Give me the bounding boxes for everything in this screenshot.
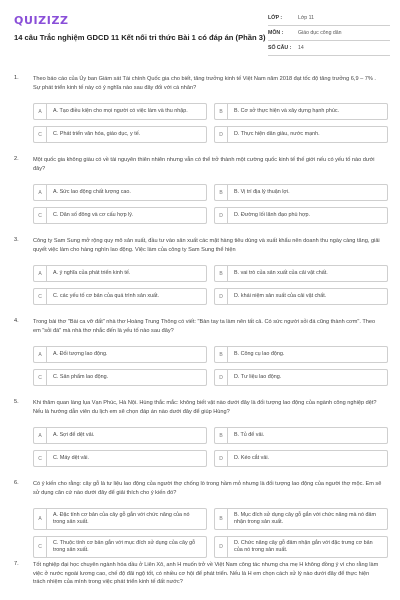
meta-label: LỚP : bbox=[268, 15, 283, 21]
option-text: D. Kéo cắt vải. bbox=[234, 454, 270, 461]
option-text: D. Chức năng cây gỗ đảm nhận gắn với đặc trưng cơ bản của nó trong sản xuất. bbox=[234, 539, 373, 553]
question-7 bbox=[14, 561, 388, 600]
option-letter: A bbox=[34, 185, 47, 200]
option-text: B. Mục đích sử dụng cây gỗ gắn với chức năng mà nó đảm nhận trong sản xuất. bbox=[234, 511, 376, 525]
answer-options bbox=[33, 184, 388, 224]
question-text: Có ý kiến cho rằng: cây gỗ là tư liệu lao động của người thợ chống lò trong hầm mỏ nhưng là đối tượng lao động của người thợ mộc. Em sẽ sử dụng căn cứ nào dưới đây để giải thích cho ý kiến đó? bbox=[33, 481, 382, 496]
answer-option-d[interactable] bbox=[214, 369, 388, 386]
option-letter: B bbox=[215, 509, 228, 529]
answer-option-a[interactable] bbox=[33, 508, 207, 530]
question-1 bbox=[14, 75, 388, 156]
option-letter: A bbox=[34, 104, 47, 119]
answer-option-a[interactable] bbox=[33, 427, 207, 444]
option-letter: B bbox=[215, 347, 228, 362]
option-text: C. Sản phẩm lao động. bbox=[53, 373, 109, 380]
meta-info bbox=[268, 11, 390, 56]
answer-option-c[interactable] bbox=[33, 536, 207, 558]
answer-option-d[interactable] bbox=[214, 207, 388, 224]
option-text: A. Đặc tính cơ bản của cây gỗ gắn với chức năng của nó trong sản xuất. bbox=[53, 511, 190, 525]
answer-option-d[interactable] bbox=[214, 536, 388, 558]
answer-options bbox=[33, 103, 388, 143]
option-text: D. Tư liệu lao động. bbox=[234, 373, 282, 380]
question-5 bbox=[14, 399, 388, 480]
option-text: C. Dân số đông và cơ cấu hợp lý. bbox=[53, 211, 134, 218]
question-number: 5. bbox=[14, 399, 19, 405]
question-3 bbox=[14, 237, 388, 318]
answer-option-b[interactable] bbox=[214, 103, 388, 120]
question-number: 7. bbox=[14, 561, 19, 567]
answer-option-c[interactable] bbox=[33, 126, 207, 143]
option-letter: B bbox=[215, 104, 228, 119]
answer-option-a[interactable] bbox=[33, 103, 207, 120]
option-text: B. vai trò của sản xuất của cải vật chất. bbox=[234, 269, 328, 276]
option-text: D. Đường lối lãnh đạo phù hợp. bbox=[234, 211, 311, 218]
answer-option-b[interactable] bbox=[214, 184, 388, 201]
quizizz-logo: QUIZIZZ bbox=[14, 14, 69, 27]
document-header bbox=[0, 0, 400, 62]
option-letter: A bbox=[34, 428, 47, 443]
answer-option-b[interactable] bbox=[214, 427, 388, 444]
option-letter: B bbox=[215, 266, 228, 281]
option-text: C. các yếu tố cơ bản của quá trình sản xuất. bbox=[53, 292, 160, 299]
question-number: 3. bbox=[14, 237, 19, 243]
question-4 bbox=[14, 318, 388, 399]
option-letter: A bbox=[34, 266, 47, 281]
question-text: Trong bài thơ "Bài ca vỡ đất" nhà thơ Hoàng Trung Thông có viết: "Bàn tay ta làm nên tất cả. Có sức người sỏi đá cũng thành cơm". Theo em "sỏi đá" mà nhà thơ nhắc đến là yếu tố nào sau đây? bbox=[33, 319, 376, 334]
option-letter: A bbox=[34, 347, 47, 362]
question-number: 1. bbox=[14, 75, 19, 81]
option-letter: C bbox=[34, 289, 47, 304]
answer-option-b[interactable] bbox=[214, 346, 388, 363]
option-letter: C bbox=[34, 127, 47, 142]
answer-option-a[interactable] bbox=[33, 184, 207, 201]
option-text: A. Sức lao động chất lượng cao. bbox=[53, 188, 131, 195]
answer-option-a[interactable] bbox=[33, 265, 207, 282]
meta-value: Giáo dục công dân bbox=[298, 30, 342, 36]
meta-row-class bbox=[268, 11, 390, 26]
answer-options bbox=[33, 427, 388, 467]
answer-option-d[interactable] bbox=[214, 450, 388, 467]
option-letter: D bbox=[215, 289, 228, 304]
meta-row-question-count bbox=[268, 41, 390, 56]
question-text: Theo báo cáo của Ủy ban Giám sát Tài chính Quốc gia cho biết, tăng trưởng kinh tế Việt Nam năm 2018 đạt tốc độ tăng trưởng 6,9 – 7% . Sự phát triển kinh tế này có ý nghĩa nào sau đây đối với cá nhân? bbox=[33, 76, 376, 91]
option-letter: C bbox=[34, 537, 47, 557]
answer-option-c[interactable] bbox=[33, 207, 207, 224]
meta-label: SỐ CÂU : bbox=[268, 45, 292, 51]
question-2 bbox=[14, 156, 388, 237]
answer-option-b[interactable] bbox=[214, 508, 388, 530]
answer-option-c[interactable] bbox=[33, 369, 207, 386]
question-text: Một quốc gia không giàu có về tài nguyên thiên nhiên nhưng vẫn có thể trở thành một cường quốc kinh tế thế giới nếu có yếu tố nào dưới đây? bbox=[33, 157, 375, 172]
answer-option-a[interactable] bbox=[33, 346, 207, 363]
option-text: C. Phát triển văn hóa, giáo dục, y tế. bbox=[53, 130, 141, 137]
option-letter: D bbox=[215, 127, 228, 142]
page-title: 14 câu Trắc nghiệm GDCD 11 Kết nối tri thức Bài 1 có đáp án (Phần 3) bbox=[14, 33, 266, 42]
meta-label: MÔN : bbox=[268, 30, 284, 36]
option-letter: C bbox=[34, 451, 47, 466]
option-text: A. ý nghĩa của phát triển kinh tế. bbox=[53, 269, 131, 276]
option-text: D. khái niệm sản xuất của cải vật chất. bbox=[234, 292, 327, 299]
option-text: D. Thực hiện dân giàu, nước mạnh. bbox=[234, 130, 320, 137]
option-letter: B bbox=[215, 428, 228, 443]
option-text: B. Vị trí địa lý thuận lợi. bbox=[234, 188, 290, 195]
answer-options bbox=[33, 265, 388, 305]
option-text: B. Công cụ lao động. bbox=[234, 350, 285, 357]
option-letter: A bbox=[34, 509, 47, 529]
answer-option-d[interactable] bbox=[214, 126, 388, 143]
meta-value: Lớp 11 bbox=[298, 15, 314, 21]
answer-option-b[interactable] bbox=[214, 265, 388, 282]
option-text: A. Sợi để dệt vải. bbox=[53, 431, 95, 438]
question-6 bbox=[14, 480, 388, 561]
meta-row-subject bbox=[268, 26, 390, 41]
question-text: Công ty Sam Sung mở rộng quy mô sản xuất, đầu tư vào sản xuất các mặt hàng tiêu dùng và xuất khẩu nên doanh thu ngày càng tăng, giải quyết việc làm cho hàng nghìn lao động. Việc làm của công ty Sam Sung thể hiện bbox=[33, 238, 380, 253]
option-letter: D bbox=[215, 370, 228, 385]
option-text: C. Thuộc tính cơ bản gắn với mục đích sử dụng của cây gỗ trong sản xuất. bbox=[53, 539, 196, 553]
question-text: Khi thăm quan làng lụa Vạn Phúc, Hà Nội. Hùng thắc mắc: không biết vật nào dưới đây là đối tượng lao động của ngành công nghiệp dệt? Nếu là hướng dẫn viên du lịch em sẽ chọn đáp án nào dưới đây để giúp Hùng? bbox=[33, 400, 377, 415]
answer-option-c[interactable] bbox=[33, 288, 207, 305]
question-list bbox=[14, 75, 388, 600]
option-text: B. Cơ sở thực hiện và xây dựng hạnh phúc. bbox=[234, 107, 340, 114]
option-text: A. Tạo điều kiện cho mọi người có việc làm và thu nhập. bbox=[53, 107, 188, 114]
option-text: A. Đối tượng lao động. bbox=[53, 350, 108, 357]
option-letter: D bbox=[215, 537, 228, 557]
option-letter: C bbox=[34, 370, 47, 385]
answer-option-d[interactable] bbox=[214, 288, 388, 305]
option-text: B. Tủ để vải. bbox=[234, 431, 265, 438]
option-letter: D bbox=[215, 451, 228, 466]
question-number: 4. bbox=[14, 318, 19, 324]
option-letter: B bbox=[215, 185, 228, 200]
option-letter: C bbox=[34, 208, 47, 223]
question-text: Tốt nghiệp đại học chuyên ngành hóa dầu ở Liên Xô, anh H muốn trở về Việt Nam công tác nhưng cha mẹ H không đồng ý vì cho rằng làm việc ở nước ngoài lương cao, chế độ đãi ngộ tốt, có nhiều cơ hội để phát triển. Nếu là H em chọn cách xử lý nào dưới đây để thực hiện trách nhiệm của mình trong việc phát triển kinh tế đất nước? bbox=[33, 562, 379, 586]
question-number: 6. bbox=[14, 480, 19, 486]
meta-value: 14 bbox=[298, 45, 304, 51]
answer-options bbox=[33, 508, 388, 558]
option-letter: D bbox=[215, 208, 228, 223]
question-number: 2. bbox=[14, 156, 19, 162]
option-text: C. Máy dệt vải. bbox=[53, 454, 89, 461]
answer-options bbox=[33, 346, 388, 386]
answer-option-c[interactable] bbox=[33, 450, 207, 467]
